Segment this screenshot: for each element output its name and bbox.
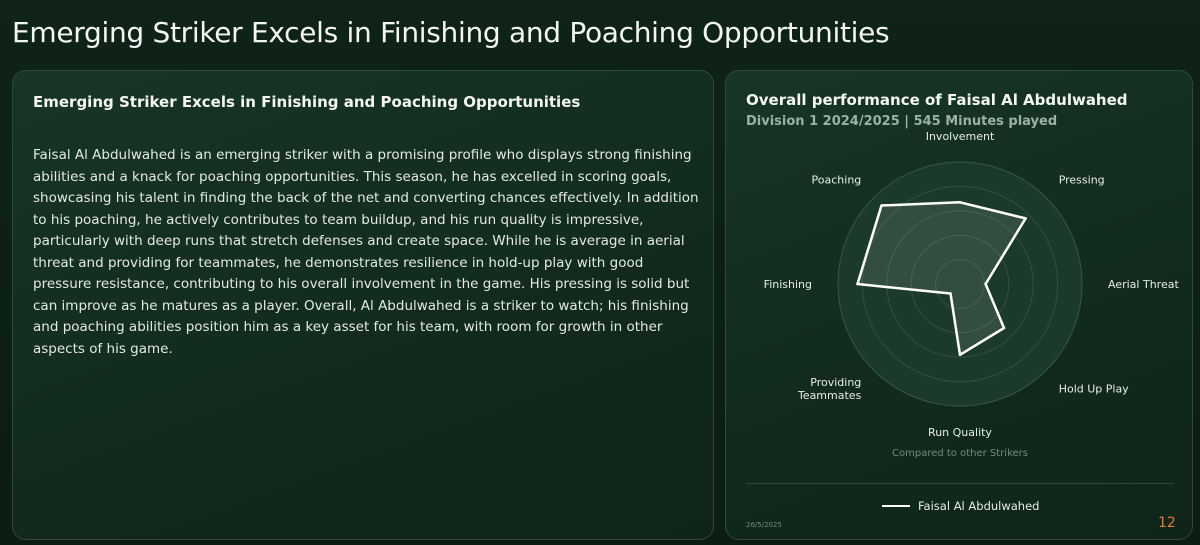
page-title: Emerging Striker Excels in Finishing and Poaching Opportunities [12, 16, 890, 49]
legend [882, 499, 1039, 513]
comparison-note: Compared to other Strikers [892, 448, 1028, 459]
radar-point [856, 283, 859, 286]
radar-chart [726, 71, 1194, 471]
radar-axis-label: Poaching [811, 173, 862, 187]
report-date: 26/5/2025 [746, 521, 782, 529]
radar-point [1024, 217, 1027, 220]
radar-point [949, 292, 952, 295]
radar-point [880, 204, 883, 207]
summary-body: Faisal Al Abdulwahed is an emerging striker with a promising profile who displays strong finishing abilities and a knack for poaching opportunities. This season, he has excelled in scoring goals, showcasing his talent in finding the back of the net and converting chances effectively. In addition to his poaching, he actively contributes to team buildup, and his run quality is impressive, particularly with deep runs that stretch defenses and create space. While he is average in aerial threat and providing for teammates, he demonstrates resilience in hold-up play with good pressure resistance, contributing to his overall involvement in the game. His pressing is solid but can improve as he matures as a player. Overall, Al Abdulwahed is a striker to watch; his finishing and poaching abilities position him as a key asset for his team, with room for growth in other aspects of his game. [33, 147, 699, 357]
radar-axis-label: Involvement [925, 130, 995, 143]
radar-point [984, 283, 987, 286]
radar-point [959, 201, 962, 204]
radar-axis-label: Finishing [763, 278, 812, 291]
radar-axis-label: Pressing [1058, 173, 1105, 187]
radar-axis-label: Aerial Threat [1108, 278, 1179, 291]
chart-card [725, 70, 1193, 540]
radar-axis-label: Providing Teammates [797, 376, 862, 403]
legend-divider [746, 483, 1174, 484]
summary-heading: Emerging Striker Excels in Finishing and Poaching Opportunities [33, 93, 581, 111]
radar-axis-label: Hold Up Play [1058, 382, 1129, 396]
radar-axis-label: Run Quality [928, 426, 992, 439]
summary-card [12, 70, 714, 540]
legend-label: Faisal Al Abdulwahed [918, 499, 1040, 513]
radar-point [959, 354, 962, 357]
legend-line-swatch [882, 505, 910, 507]
radar-point [1003, 327, 1006, 330]
chart-subtitle: Division 1 2024/2025 | 545 Minutes played [746, 114, 1058, 129]
page-number: 12 [1158, 515, 1176, 531]
chart-title: Overall performance of Faisal Al Abdulwahed [746, 91, 1128, 109]
